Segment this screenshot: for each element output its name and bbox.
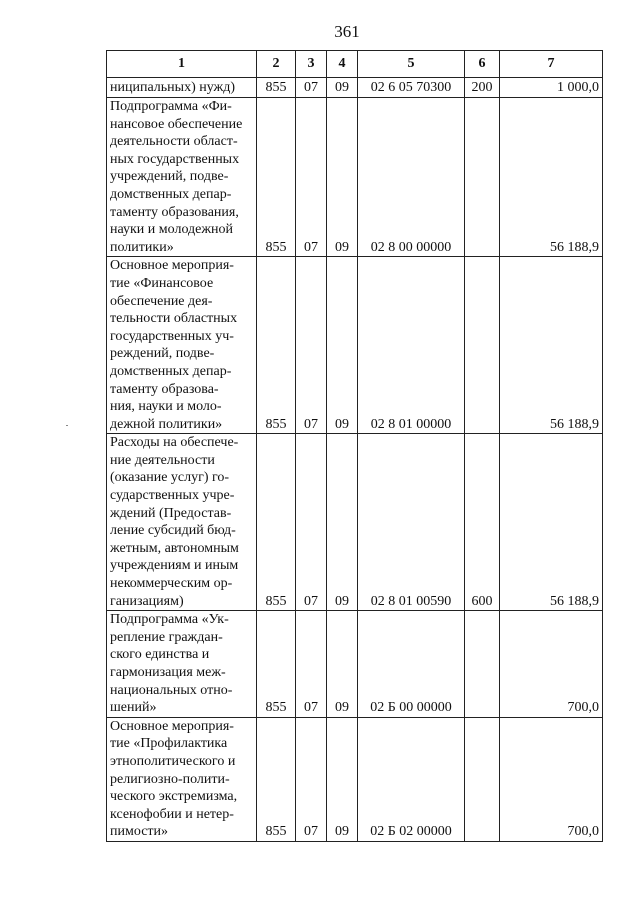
col-header-3: 3 <box>296 51 327 78</box>
row-target-code: 02 Б 02 00000 <box>358 717 465 841</box>
col-header-2: 2 <box>257 51 296 78</box>
table-row <box>107 611 603 718</box>
row-ministry-code: 855 <box>257 257 296 434</box>
row-section: 07 <box>296 611 327 718</box>
row-description: Основное мероприя- тие «Финансовое обеспечение дея- тельности областных государственных уч- реждений, подве- домственных депар- таменту образова- ния, науки и моло- дежной политики» <box>107 257 257 434</box>
row-description: ниципальных) нужд) <box>107 78 257 98</box>
row-ministry-code: 855 <box>257 78 296 98</box>
col-header-5: 5 <box>358 51 465 78</box>
col-header-4: 4 <box>327 51 358 78</box>
row-target-code: 02 Б 00 00000 <box>358 611 465 718</box>
col-header-6: 6 <box>465 51 500 78</box>
row-subsection: 09 <box>327 717 358 841</box>
row-description: Основное мероприя- тие «Профилактика этнополитического и религиозно-полити- ческого экстремизма, ксенофобии и нетер- пимости» <box>107 717 257 841</box>
scan-mark <box>66 425 68 426</box>
header-row <box>107 51 603 78</box>
row-amount: 56 188,9 <box>500 257 603 434</box>
row-amount: 700,0 <box>500 611 603 718</box>
row-amount: 700,0 <box>500 717 603 841</box>
row-expense-type: 200 <box>465 78 500 98</box>
row-section: 07 <box>296 98 327 257</box>
row-amount: 1 000,0 <box>500 78 603 98</box>
row-expense-type <box>465 98 500 257</box>
row-target-code: 02 8 01 00000 <box>358 257 465 434</box>
table-row <box>107 257 603 434</box>
row-section: 07 <box>296 717 327 841</box>
row-description: Расходы на обеспече- ние деятельности (оказание услуг) го- сударственных учре- ждений (Предостав- ление субсидий бюд- жетным, автономным учреждениям и иным некоммерческим ор- ганизациям) <box>107 434 257 611</box>
row-ministry-code: 855 <box>257 98 296 257</box>
budget-table <box>106 50 603 842</box>
row-expense-type <box>465 611 500 718</box>
row-ministry-code: 855 <box>257 434 296 611</box>
row-target-code: 02 8 00 00000 <box>358 98 465 257</box>
row-target-code: 02 6 05 70300 <box>358 78 465 98</box>
row-ministry-code: 855 <box>257 717 296 841</box>
row-expense-type <box>465 717 500 841</box>
row-amount: 56 188,9 <box>500 434 603 611</box>
row-subsection: 09 <box>327 98 358 257</box>
col-header-1: 1 <box>107 51 257 78</box>
row-amount: 56 188,9 <box>500 98 603 257</box>
page-number: 361 <box>334 22 360 41</box>
row-section: 07 <box>296 78 327 98</box>
row-subsection: 09 <box>327 611 358 718</box>
row-ministry-code: 855 <box>257 611 296 718</box>
row-subsection: 09 <box>327 78 358 98</box>
row-section: 07 <box>296 257 327 434</box>
table-row <box>107 434 603 611</box>
row-section: 07 <box>296 434 327 611</box>
col-header-7: 7 <box>500 51 603 78</box>
table-row <box>107 717 603 841</box>
row-description: Подпрограмма «Фи- нансовое обеспечение деятельности област- ных государственных учреждений, подве- домственных депар- таменту образования, науки и молодежной политики» <box>107 98 257 257</box>
table-row <box>107 78 603 98</box>
row-subsection: 09 <box>327 257 358 434</box>
row-target-code: 02 8 01 00590 <box>358 434 465 611</box>
row-subsection: 09 <box>327 434 358 611</box>
table-row <box>107 98 603 257</box>
row-expense-type: 600 <box>465 434 500 611</box>
row-description: Подпрограмма «Ук- репление граждан- ского единства и гармонизация меж- национальных отно- шений» <box>107 611 257 718</box>
row-expense-type <box>465 257 500 434</box>
